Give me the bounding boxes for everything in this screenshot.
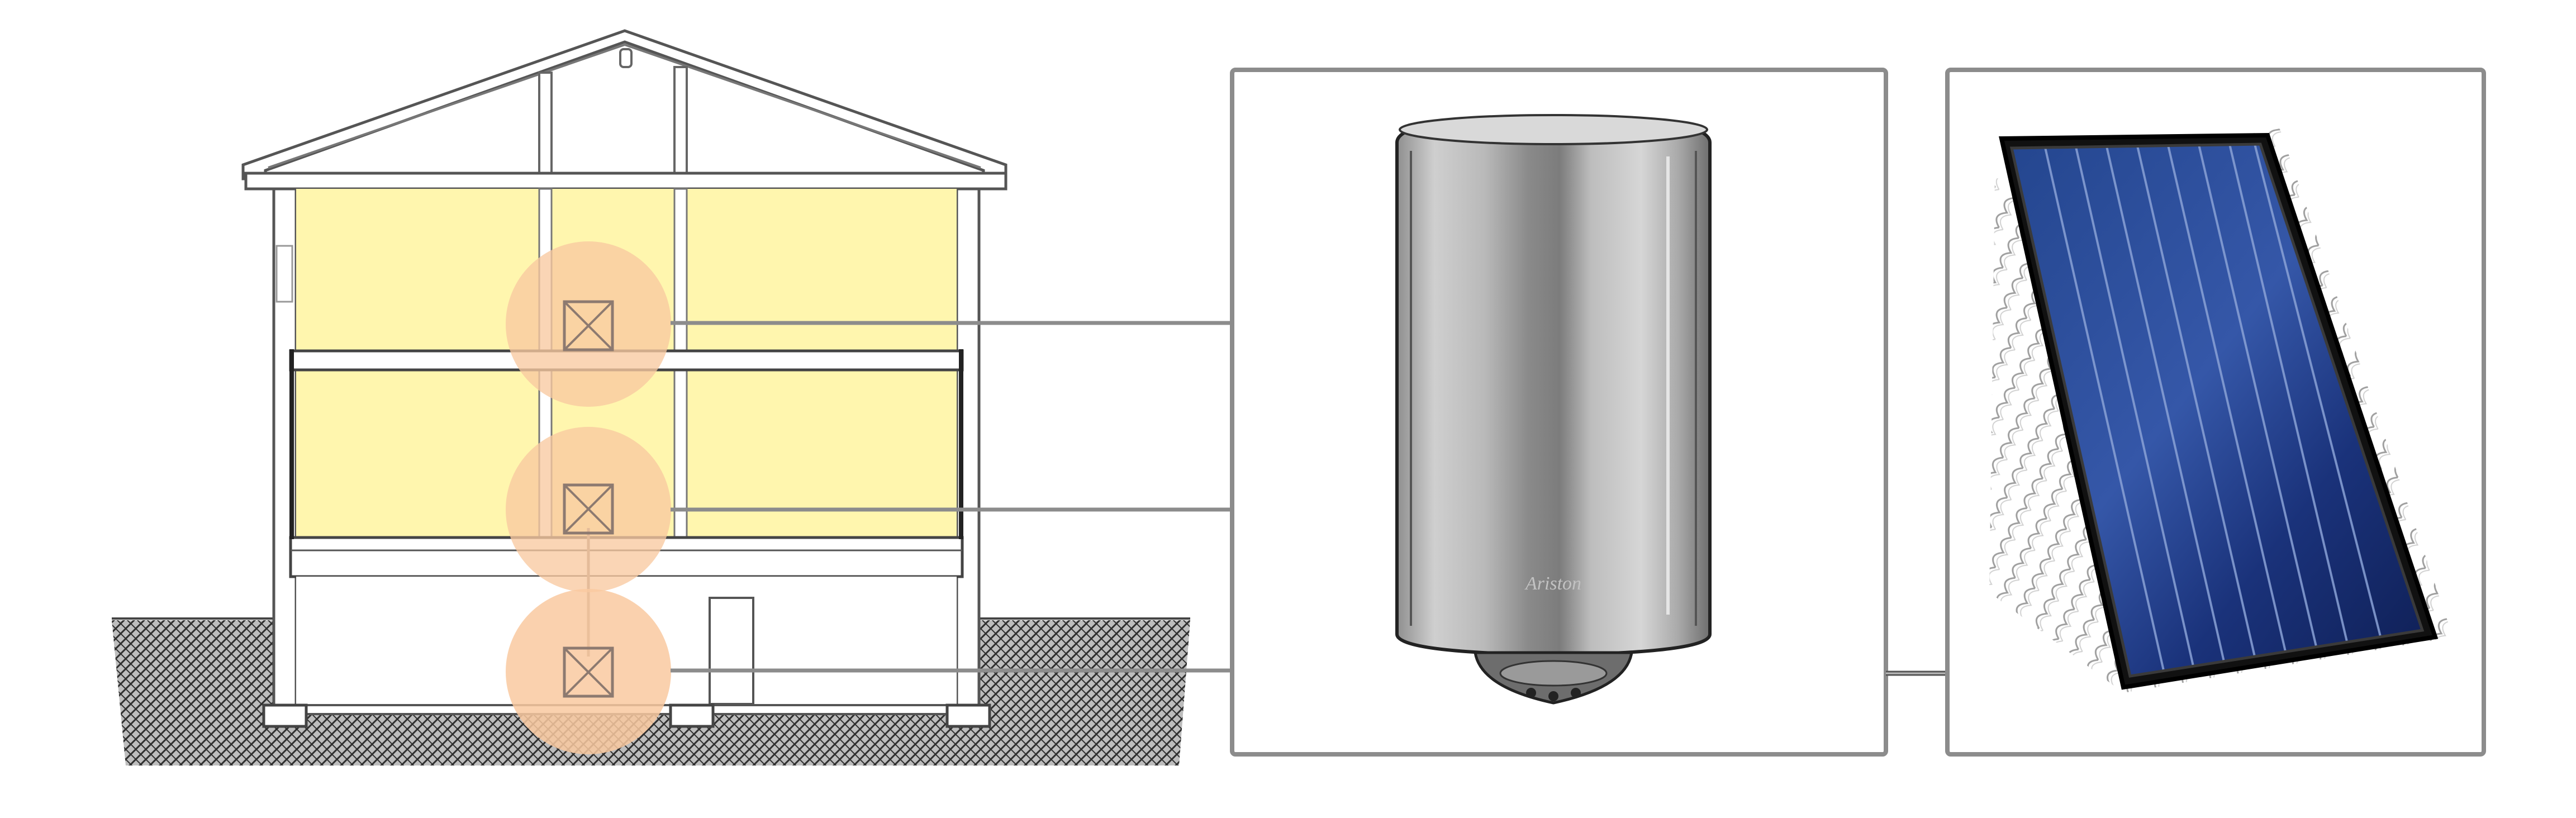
room-upper-left [296, 189, 539, 352]
room-lower-left [296, 370, 539, 538]
ground-right [944, 620, 1190, 765]
node-upper-floor[interactable] [506, 241, 671, 407]
eave-slab [246, 173, 1006, 189]
water-heater-panel [1232, 70, 1886, 754]
water-heater-icon [1397, 115, 1710, 703]
room-upper-right [687, 189, 957, 352]
water-heater-brand-label: Ariston [1525, 573, 1582, 594]
basement-door [710, 598, 753, 704]
solar-collector-panel [1947, 70, 2484, 754]
node-lower-floor[interactable] [506, 427, 671, 592]
node-basement[interactable] [506, 589, 671, 754]
room-lower-right [687, 370, 957, 538]
